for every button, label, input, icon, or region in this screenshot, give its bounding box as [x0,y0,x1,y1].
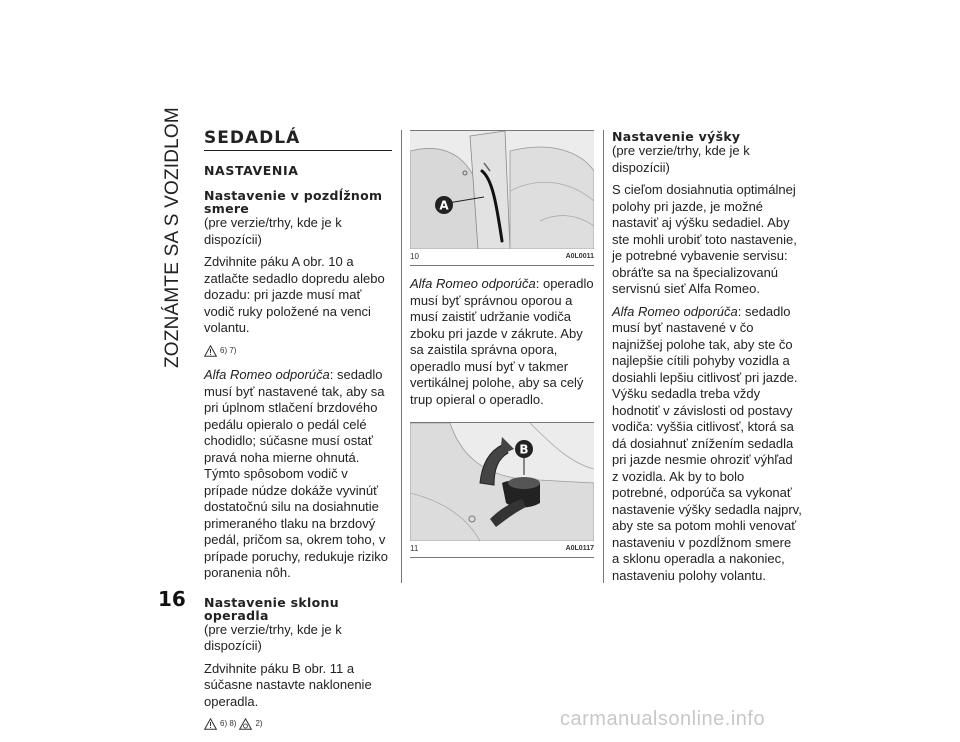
figure-code: A0L0117 [565,545,594,552]
warning-reference-1 [204,343,392,360]
seat-recommendation [204,367,392,582]
figure-10 [410,130,594,261]
backrest-availability-note: (pre verzie/trhy, kde je k dispozícii) [204,621,342,653]
longitudinal-availability-note: (pre verzie/trhy, kde je k dispozícii) [204,215,342,247]
height-recommendation [612,304,802,585]
column-divider-2 [603,130,604,583]
warning-triangle-icon [204,718,217,730]
warning-reference-text: 6) 8) [220,719,237,728]
chapter-side-title [160,107,186,368]
figure-11-caption [410,541,594,553]
figure-number: 10 [410,252,419,261]
caution-reference-text: 2) [255,719,263,728]
figure-11 [410,422,594,553]
column-3 [612,130,802,590]
figure-code: A0L0011 [565,253,594,260]
height-instructions: S cieľom dosiahnutia optimálnej polohy pri jazde, je možné nastaviť aj výšku sedadiel. Aby ste mohli urobiť toto nastavenie, je potrebné vybavenie servisu: obráťte sa na špecializovanú servisnú sieť Alfa Romeo. [612,182,797,296]
longitudinal-instructions: Zdvihnite páku A obr. 10 a zatlačte sedadlo dopredu alebo dozadu: pri jazde musí mať vodič ruky položené na venci volantu. [204,254,385,335]
callout-b-label: B [519,442,529,457]
height-availability-note: (pre verzie/trhy, kde je k dispozícii) [612,143,750,175]
recommendation-text: : sedadlo musí byť nastavené tak, aby sa pri úplnom stlačení brzdového pedálu opieralo o pedál celé chodidlo; súčasne musí ostať pravá noha mierne ohnutá. Týmto spôsobom vodič v prípade núdze dokáže vyvinúť dostatočnú silu na dosiahnutie primeraného tlaku na brzdový pedál, pričom sa, okrem toho, v prípade poruchy, redukuje riziko poranenia nôh. [204,367,389,580]
chapter-heading: SEDADLÁ [204,130,392,151]
column-2 [410,130,594,568]
recommendation-text: : sedadlo musí byť nastavené v čo najnižšej polohe tak, aby ste čo najlepšie cítili pohyby vozidla a dosiahli lepšiu citlivosť pri jazde. Výšku sedadla treba vždy hodnotiť v závislosti od postavy vodiča: vyššia citlivosť, ktorá sa dá dosiahnuť znížením sedadla pri jazde nesmie ohroziť výhľad z vozidla. Ak by to bolo potrebné, odporúča sa vykonať nastavenie výšky sedadla najprv, aby ste sa potom mohli venovať nastaveniu v pozdĺžnom smere a sklonu operadla a nakoniec, nastaveniu polohy volantu. [612,303,802,583]
warning-reference-2 [204,716,392,733]
recommendation-label: Alfa Romeo odporúča [612,303,738,319]
site-watermark: carmanualsonline.info [560,708,766,730]
column-1 [204,130,392,741]
seat-lever-a-illustration [410,131,594,249]
column-divider-1 [401,130,402,583]
section-heading: NASTAVENIA [204,162,299,178]
longitudinal-adjustment-heading: Nastavenie v pozdĺžnom smere [204,188,383,216]
figure-10-caption [410,249,594,261]
seat-lever-b-illustration [410,423,594,541]
warning-reference-text: 6) 7) [220,345,237,355]
backrest-instructions: Zdvihnite páku B obr. 11 a súčasne nastavte naklonenie operadla. [204,660,372,709]
callout-a-label: A [439,198,449,213]
figure-number: 11 [410,544,419,553]
recommendation-text: : operadlo musí byť správnou oporou a musí zaistiť udržanie vodiča zboku pri jazde v zákrute. Aby sa zaistila správna opora, operadlo musí byť v takmer vertikálnej polohe, aby sa celý trup opieral o operadlo. [410,276,594,407]
recommendation-label: Alfa Romeo odporúča [204,367,330,382]
chapter-side-title-text: ZOZNÁMTE SA S VOZIDLOM [162,107,183,368]
recommendation-label: Alfa Romeo odporúča [410,276,536,291]
warning-triangle-icon [204,345,217,357]
backrest-recommendation [410,276,594,408]
height-adjustment-heading: Nastavenie výšky [612,129,741,144]
page-number: 16 [158,587,186,611]
backrest-adjustment-heading: Nastavenie sklonu operadla [204,594,339,623]
caution-triangle-icon [239,718,252,730]
